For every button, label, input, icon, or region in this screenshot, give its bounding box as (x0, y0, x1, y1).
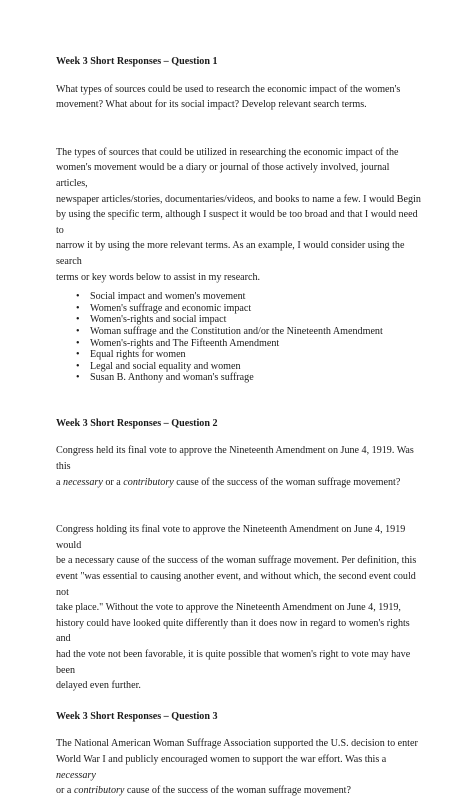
answer-line: terms or key words below to assist in my research. (56, 271, 261, 283)
question-1-prompt (56, 82, 422, 113)
answer-line: The types of sources that could be utilized in researching the economic impact of the (56, 146, 399, 158)
answer-line: event "was essential to causing another event, and without which, the second event could not (56, 571, 416, 598)
question-2-heading: Week 3 Short Responses – Question 2 (56, 417, 218, 429)
bullet-icon: • (76, 349, 80, 361)
prompt-text: a (56, 476, 64, 488)
answer-line: narrow it by using the more relevant terms. As an example, I would consider using the search (56, 240, 405, 267)
bullet-icon: • (76, 360, 80, 372)
bullet-icon: • (76, 372, 80, 384)
question-1-prompt-line-1: What types of sources could be used to research the economic impact of the women's (56, 83, 401, 95)
document-page (56, 54, 422, 799)
prompt-text: or a (102, 476, 124, 488)
list-item-text: Equal rights for women (90, 349, 186, 361)
list-item-text: Women's-rights and social impact (90, 314, 227, 326)
question-2-prompt (56, 443, 422, 490)
list-item-text: Women's-rights and The Fifteenth Amendment (90, 337, 280, 349)
emphasis-necessary: necessary (63, 476, 103, 488)
list-item-text: Woman suffrage and the Constitution and/or the Nineteenth Amendment (90, 325, 383, 337)
list-item-text: Social impact and women's movement (90, 291, 246, 303)
question-2-prompt-line-2 (56, 477, 400, 488)
bullet-icon: • (76, 337, 80, 349)
answer-line: newspaper articles/stories, documentaries/videos, and books to name a few. I would Begin (56, 193, 421, 205)
answer-line: women's movement would be a diary or journal of those actively involved, journal articles, (56, 162, 390, 189)
bullet-icon: • (76, 302, 80, 314)
question-1-answer (56, 145, 422, 285)
prompt-text: World War I and publicly encouraged women to support the war effort. Was this a (56, 753, 387, 765)
list-item (76, 361, 422, 373)
question-3-prompt (56, 736, 422, 798)
list-item (76, 372, 422, 384)
question-2-prompt-line-1: Congress held its final vote to approve the Nineteenth Amendment on June 4, 1919. Was this (56, 445, 414, 473)
list-item-text: Susan B. Anthony and woman's suffrage (90, 372, 254, 384)
list-item (76, 291, 422, 303)
list-item (76, 314, 422, 326)
bullet-icon: • (76, 291, 80, 303)
answer-line: had the vote not been favorable, it is quite possible that women's right to vote may have been (56, 649, 411, 676)
question-3-prompt-line-1: The National American Woman Suffrage Association supported the U.S. decision to enter (56, 738, 418, 750)
list-item (76, 303, 422, 315)
answer-line: history could have looked quite differently than it does now in regard to women's rights and (56, 617, 410, 645)
list-item (76, 338, 422, 350)
emphasis-contributory: contributory (73, 785, 125, 797)
list-item-text: Legal and social equality and women (90, 360, 241, 372)
question-3-prompt-line-2 (56, 754, 386, 781)
list-item-text: Women's suffrage and economic impact (90, 302, 252, 314)
emphasis-necessary: necessary (56, 769, 96, 781)
answer-line: by using the specific term, although I suspect it would be too broad and that I would need to (56, 209, 418, 236)
bullet-icon: • (76, 325, 80, 337)
question-3-heading: Week 3 Short Responses – Question 3 (56, 710, 218, 722)
answer-line: take place." Without the vote to approve the Nineteenth Amendment on June 4, 1919, (56, 602, 401, 614)
search-terms-list (56, 291, 422, 384)
answer-line: be a necessary cause of the success of the woman suffrage movement. Per definition, this (56, 555, 417, 567)
emphasis-contributory: contributory (123, 476, 174, 488)
prompt-text: or a (56, 785, 74, 797)
answer-line: delayed even further. (56, 680, 141, 692)
question-3-prompt-line-3 (56, 785, 351, 796)
question-2-answer (56, 522, 422, 694)
prompt-text: cause of the success of the woman suffrage movement? (173, 476, 401, 488)
list-item (76, 326, 422, 338)
list-item (76, 349, 422, 361)
prompt-text: cause of the success of the woman suffrage movement? (124, 785, 351, 797)
bullet-icon: • (76, 314, 80, 326)
question-1-heading: Week 3 Short Responses – Question 1 (56, 56, 218, 67)
question-1-prompt-line-2: movement? What about for its social impact? Develop relevant search terms. (56, 99, 367, 111)
answer-line: Congress holding its final vote to approve the Nineteenth Amendment on June 4, 1919 would (56, 524, 406, 551)
